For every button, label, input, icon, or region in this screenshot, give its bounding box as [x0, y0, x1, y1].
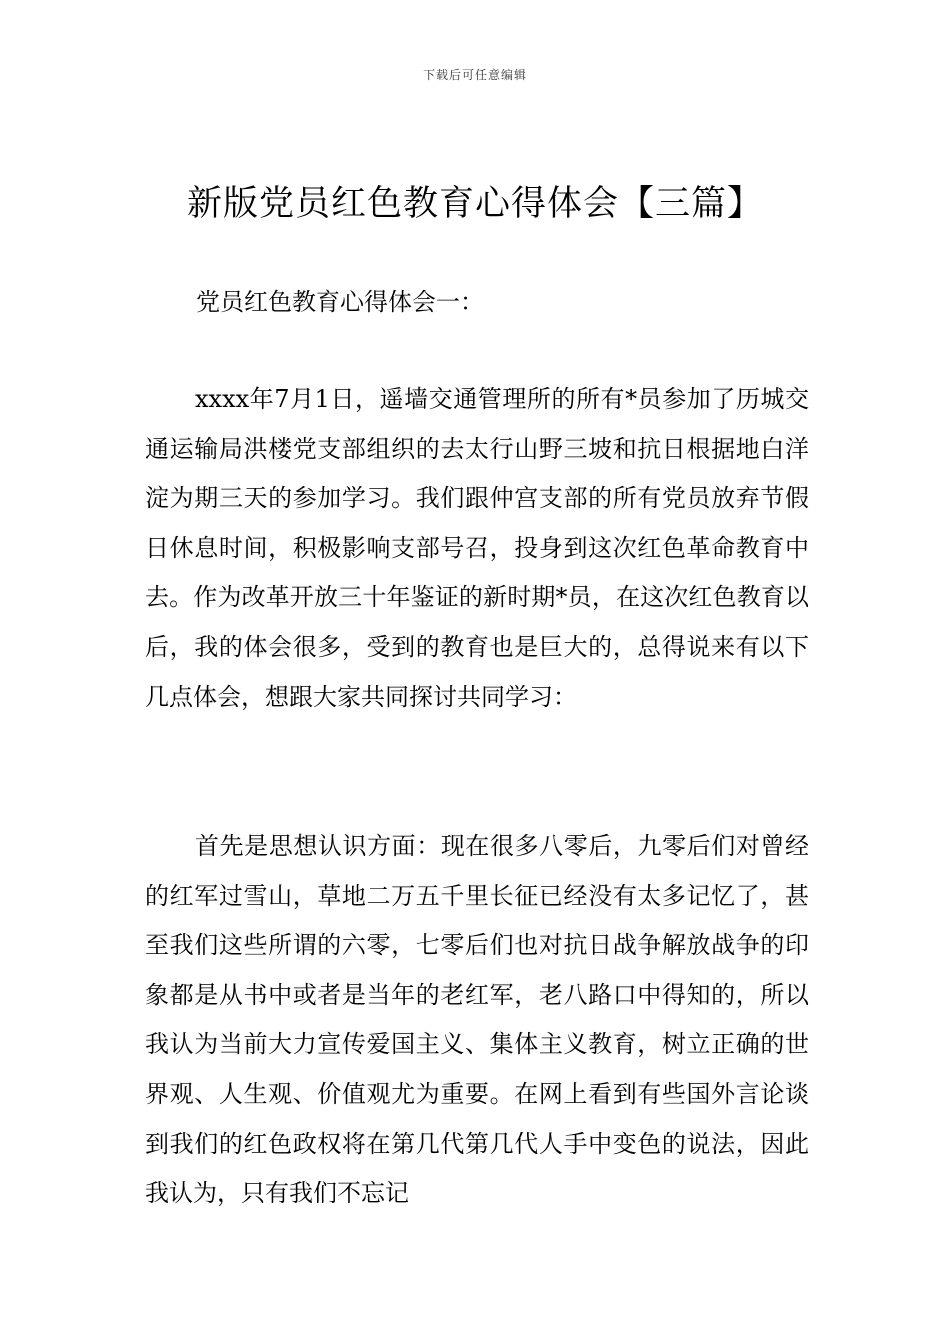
- body-paragraph-2: 首先是思想认识方面：现在很多八零后，九零后们对曾经的红军过雪山，草地二万五千里长征已经没有太多记忆了，甚至我们这些所谓的六零，七零后们也对抗日战争解放战争的印象都是从书中或者是当年的老红军，老八路口中得知的，所以我认为当前大力宣传爱国主义、集体主义教育，树立正确的世界观、人生观、价值观尤为重要。在网上看到有些国外言论谈到我们的红色政权将在第几代第几代人手中变色的说法，因此我认为，只有我们不忘记: [145, 832, 809, 1208]
- body-paragraph-1: xxxx年7月1日，遥墙交通管理所的所有*员参加了历城交通运输局洪楼党支部组织的去太行山野三坡和抗日根据地白洋淀为期三天的参加学习。我们跟仲宫支部的所有党员放弃节假日休息时间，积极影响支部号召，投身到这次红色革命教育中去。作为改革开放三十年鉴证的新时期*员，在这次红色教育以后，我的体会很多，受到的教育也是巨大的，总得说来有以下几点体会，想跟大家共同探讨共同学习：: [145, 385, 809, 711]
- header-note: 下载后可任意编辑: [422, 68, 527, 82]
- document-title: 新版党员红色教育心得体会【三篇】: [186, 184, 763, 224]
- section-heading: 党员红色教育心得体会一：: [196, 288, 484, 316]
